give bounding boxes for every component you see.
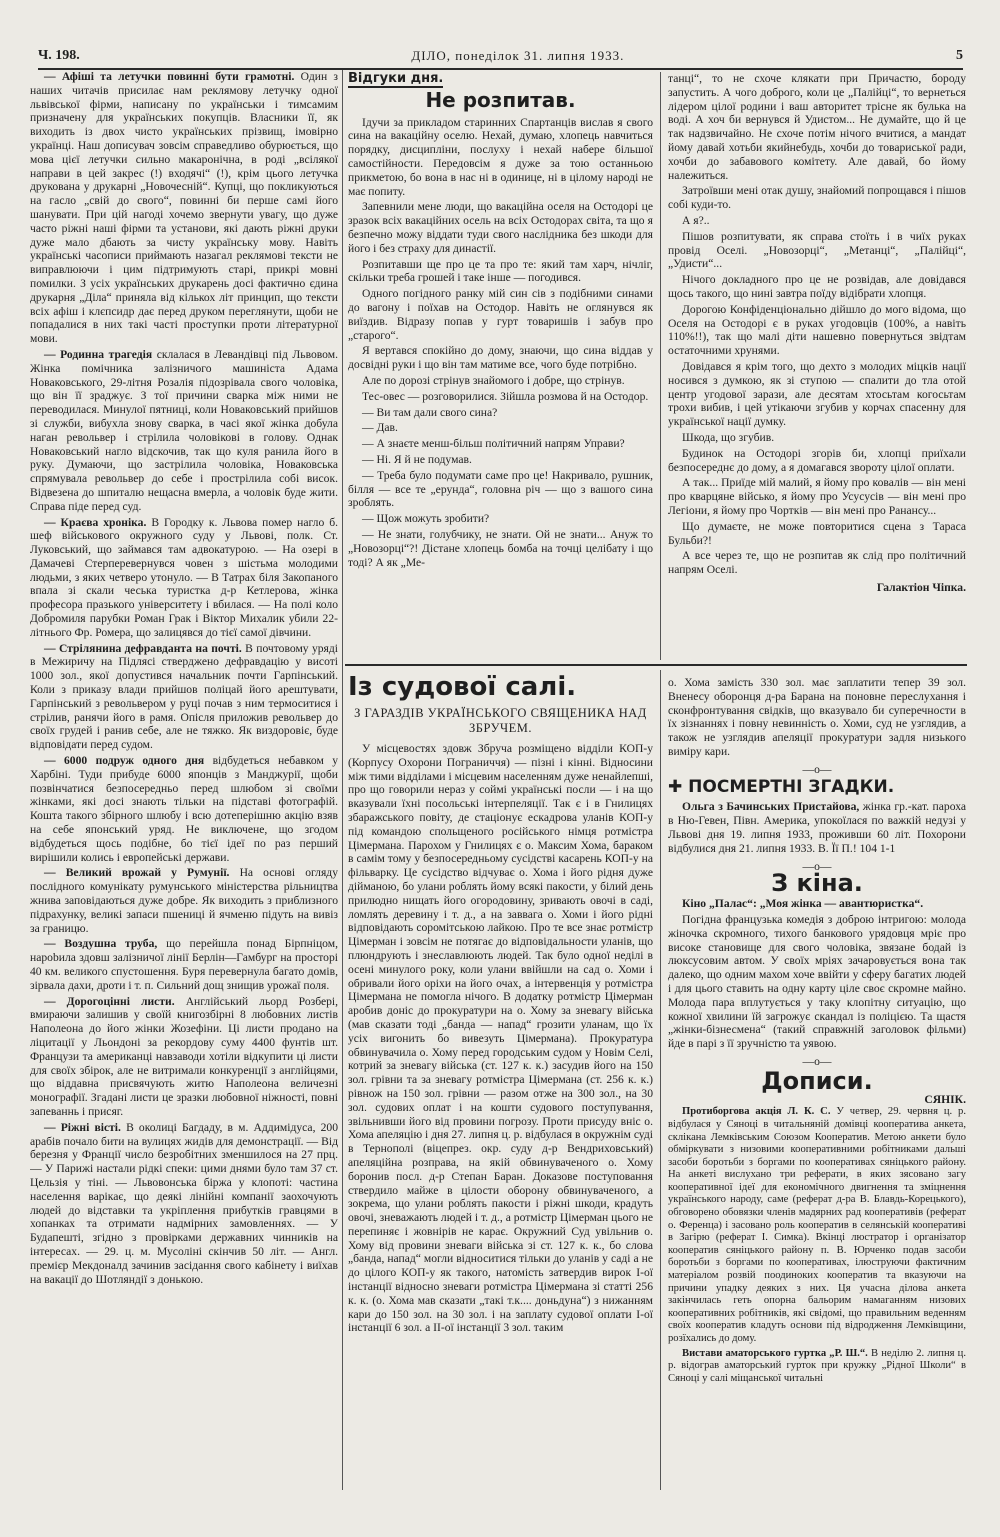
cinema-title: З кіна. bbox=[771, 869, 863, 898]
cinema-lead: Кіно „Палас“: „Моя жінка — авантюристка“. bbox=[682, 897, 924, 911]
article-tornado: — Воздушна труба, що перейшла понад Бірпніцом, нарobила здовш залізничої лінії Берлін—Гамбург на просторі 40 км. великого спустошення. Буря перевернула багато домів, зірвала дахи, дроти і т. п. Сильний дощ знищив урожаї поля. bbox=[30, 937, 338, 992]
column-divider bbox=[342, 70, 343, 1490]
feedback-paragraph: — А знаєте менш-більш політичний напрям Управи? bbox=[362, 437, 625, 451]
letters-title: Дописи. bbox=[761, 1066, 873, 1095]
feedback-paragraph: Розпитавши ще про це та про те: який там харч, нічліг, скільки треба грошей і таке інше — погодився. bbox=[348, 257, 653, 285]
article-letters: — Дорогоцінні листи. Англійський льорд Розбері, вмираючи залишив у своїй книгозбірні 8 любовних листів Наполеона до його жінки Жозефіни. Ці листи продано на ліцитації у Льондоні за рекордову суму 4400 фунтів шт. Французи та американці навзаводи хотіли відкупити ці листи для своїх збірок, але не витримали конкуренції з англійцями, що віддавна присвячують житю Наполеона величезні монографії. Згадані листи це зразки любовної ніжності, повні запеваннь і присяг. bbox=[30, 994, 338, 1118]
court-column bbox=[348, 670, 653, 1490]
column-divider bbox=[660, 72, 661, 660]
obituary-heading bbox=[668, 776, 966, 797]
masthead bbox=[38, 42, 963, 70]
court-subtitle: З ГАРАЗДІВ УКРАЇНСЬКОГО СВЯЩЕНИКА НАД ЗБРУЧЕМ. bbox=[354, 706, 647, 735]
court-title: Із судової салі. bbox=[348, 672, 577, 702]
left-column bbox=[30, 70, 338, 1490]
separator-ornament: —o— bbox=[802, 1054, 832, 1068]
feedback-paragraph: Шкода, що згубив. bbox=[682, 430, 775, 444]
separator-ornament: —o— bbox=[802, 762, 832, 776]
letters-text: Протиборгова акція Л. К. С. У четвер, 29. червня ц. р. відбулася у Сяноці в читальняній домівці кооператива анкета, склікана Лемківським Союзом Кооператив. Метою анкети було обміркувати з низовими кооперативними робітниками дальші засоби боротьби з боргами по кооперативах сяніцького району. На анкеті вислухано три реферати, в яких зясовано загу кооперативної ідеї для економічного двигнення та зміцнення українського народу, саме (реферат д-ра В. Блавдь-Корецького), обговорено обовязки членів мадярних рад кооперативів (реферат о. Ференца) і засовано роль кооператив в селянській кооперативі в Загірю (реферат І. Симка). Вкінці люстратор і організатор кооператив сяніцького району п. В. Юрченко подав засоби боротьби з боргами по кооперативах, ілюструючи фактичним матеріалом розвій поодиноких кооператив та вказуючи на причини упадку деяких з них. Ця учасна ділова анкета закінчилась геть опорна бальорим намаганням низових кооперативних робітників, які свідомі, що правильним веденням своїх кооператив кладуть основи під відродження Лемківщини, розїхались до дому. bbox=[668, 1106, 966, 1344]
feedback-paragraph: Запевнили мене люди, що вакаційна оселя на Остодорі це зразок всіх вакаційних осель на всіх Остодорах світа, та що я безпечно можу віддати туди свого наслідника без шкоди для його і без страху для династії. bbox=[348, 200, 653, 255]
feedback-paragraph: А я?.. bbox=[682, 213, 710, 227]
issue-number: Ч. 198. bbox=[38, 48, 80, 63]
obituary-code: 104 1-1 bbox=[859, 841, 896, 855]
feedback-paragraph: — Ні. Я й не подумав. bbox=[362, 452, 472, 466]
feedback-paragraph: Я вертався спокійно до дому, знаючи, що сина віддав у досвідні руки і що він там матиме все, чого буде потрібно. bbox=[348, 344, 653, 372]
feedback-paragraph: — Щож можуть зробити? bbox=[362, 512, 490, 526]
feedback-paragraph: А все через те, що не розпитав як слід про політичний напрям Оселі. bbox=[668, 549, 966, 577]
feedback-title: Не розпитав. bbox=[425, 87, 576, 112]
letters-place: СЯНІК. bbox=[924, 1092, 966, 1106]
feedback-paragraph: Дорогою Конфіденціонально дійшло до мого відома, що Оселя на Остодорі є в руках угодовців (100%, а навіть 110%!!), так що малі діти нашевно повернуться звідтам остаточними хрунями. bbox=[668, 302, 966, 358]
feedback-continuation bbox=[668, 72, 966, 660]
feedback-paragraph: Нічого докладного про це не розвідав, але довідався щось такого, що нині завтра поїду відібрати хлопця. bbox=[668, 273, 966, 300]
feedback-paragraph: Одного погідного ранку мій син сів з подібними синами до вагону і поїхав на Остодор. Навіть не оглянувся як виїздив. Відразу попав у гурт товаришів і забув про „старого“. bbox=[348, 287, 653, 342]
feedback-paragraph: Будинок на Остодорі згорів би, хлопці приїхали безпосереднє до дому, а я домагався звороту цілої оплати. bbox=[668, 446, 966, 474]
article-romania-harvest: — Великий врожай у Румунії. На основі огляду послідного комунікату румунського міністерства рільництва жнива заповідаються дуже добре. Як виходить з приблизного підрахунку, великі запаси пшениці й ячменю підуть на вивіз за границю. bbox=[30, 866, 338, 935]
article-mass-wedding: — 6000 подруж одного дня відбудеться небавком у Харбіні. Туди прибуде 6000 японців з Манджурії, щоби позвінчатися безпосередньо перед шлюбом зі своїми жінками, які досі знають тільки на підставі фотографій. Кошта такого збірного шлюбу і всю дотеперішню акцію взяв на себе японський уряд. Не виключене, що згодом відбудеться щось подібне, бо тієї ідеї по раз перший вирішили колись і европейські держави. bbox=[30, 754, 338, 864]
feedback-paragraph: Довідався я крім того, що дехто з молодих міцків нації носився з думкою, як зі ступою — спалити до тла отой центр угодової зарази, але десятам хтосьтам когосьтам трохи вибив, і цей утікаючи згубив у корчах спасенну для української нації думку. bbox=[668, 359, 966, 429]
cross-icon: ✚ bbox=[668, 776, 683, 797]
feedback-paragraph: — Дав. bbox=[362, 421, 398, 435]
obituary-title: ПОСМЕРТНІ ЗГАДКИ. bbox=[688, 776, 895, 797]
letters-text: Вистави аматорського гуртка „Р. Ш.“. В неділю 2. липня ц. р. відограв аматорський гурток при кружку „Рідної Школи“ в Сяноці у салі міщанської читальні bbox=[668, 1347, 966, 1384]
feedback-author: Галактіон Чіпка. bbox=[876, 580, 966, 594]
feedback-column bbox=[348, 72, 653, 660]
obituary-text: Ольга з Бачинських Пристайова, жінка гр.-кат. пароха в Ню-Гевен, Півн. Америка, упокоїлася по важкій недузі у Львові дня 19. липня 1933, проживши 60 літ. Похорони відбулися дня 21. липня 1933. В. Її П.! 104 1-1 bbox=[668, 800, 966, 855]
feedback-paragraph: Але по дорозі стрінув знайомого і добре, що стрінув. bbox=[362, 373, 625, 387]
feedback-paragraph: Затроївши мені отак душу, знайомий попрощався і пішов собі куди-то. bbox=[668, 184, 966, 212]
section-divider bbox=[345, 664, 967, 666]
separator-ornament: —o— bbox=[802, 859, 832, 873]
column-divider bbox=[660, 670, 661, 1490]
feedback-paragraph: Пішов розпитувати, як справа стоїть і в чиїх руках провід Оселі. „Новозорці“, „Метанці“, „Палійці“, „Удисти“... bbox=[668, 229, 966, 271]
article-family-tragedy: — Родинна трагедія склалася в Левандівці під Львовом. Жінка помічника залізничого машиніста Адама Новаковського, 29-літня Розалія підозрівала свого чоловіка, що він її зраджує. З тої причини сварка між ними не переводилася. Минулої пятниці, коли Новаковський прийшов зі служби, вибухла знову сварка, в часі якої жінка добула наган револьвер і стрілила чоловікові в голову. Однак Новаковський нагло відскочив, так що куля ранила його в руку. Думаючи, що застрілила чоловіка, Новаковська спрямувала револьвер до себе і прострілила собі висок. Відвезена до шпиталю нещасна вмерла, а чоловік буде жити. Справа піде перед суд. bbox=[30, 347, 338, 513]
court-continuation: о. Хома замість 330 зол. має заплатити тепер 39 зол. Вненесу оборонця д-ра Барана на поновне переслухання і сконфронтування свідків, що вказувало би суперечности в їх зізнаннях і повну невинність о. Хоми, суд не узглядив, а також не узглядив апеляції прокуратури задля низького виміру кари. bbox=[668, 676, 966, 758]
feedback-paragraph: танці“, то не схоче клякати при Причастю, бороду запустить. А чого доброго, коли це „Палійці“, то вернеться лідером цілої родини і ваш авторитет трісне як булька на воді. А хоч би вернувся й Удистом... Не думайте, що й це так надзвичайно. Не схоче потім нічого вчитися, а мандат йому давай хотьби якийнебудь, хочби до товариської ради, хочби до забавового комітету. Але давай, бо йому належиться. bbox=[668, 72, 966, 182]
article-posters: — Афіші та летучки повинні бути грамотні. Один з наших читачів присилає нам реклямову летучку одної львівської фірми, написану по українськи і тимсамим призначену для українських покупців. Власники її, як виходить із двох чисто українських прізвищ, імовірно українці. Наш дописувач зовсім справедливо обурюється, що мова цієї летучки сильно макаронічна, в роді „всілякої направи в цей закрес (!) входячі“ (!), крім цього летучка друкована у друкарні „Новочесній“. Купці, що покликуються на гасло „свій до свого“, повинні би перше самі його шанувати. При цій нагоді хочемо звернути увагу, що дуже часто ріжні наші фірми та установи, які дають ріжні друки дуже мало дбають за чисту українську мову. Навіть українські часописи приймають назагал реклямові тексти не виправлюючи і цим підтримують старі, прикрі мовні помилки. З усіх українських друкарень досі фактично єдина друкарня „Діла“ приняла від кількох літ принцип, що тексти всіх афіш і клєпсидр дає перед друком переглянути, щоби не попадалися в них такі часті проступки проти літературної мови. bbox=[30, 70, 338, 346]
feedback-section-label: Відгуки дня. bbox=[348, 72, 444, 86]
feedback-paragraph: Що думаєте, не може повторитися сцена з Тараса Бульби?! bbox=[668, 519, 966, 547]
court-text: У місцевостях здовж Збруча розміщено відділи КОП-у (Корпусу Охорони Пограниччя) — пізні і кінні. Відносини між тими відділами і місцевим населенням дуже ненайлепші, про що говорили нераз у соймі українські посли — і на що вказували їхні посольські інтерпеляції. Так є і в Гнилицях збаражського повіту, де стаціонує ескадрова уланів КОП-у під командою спольщеного російського німця ротмістра Цімермана. Парохом у Гнилицях є о. Максим Хома, бараком в самім тому у безпосередньому сусідстві касарень КОП-у на фільварку. Це сусідство відчуває о. Хома і його рідня дуже дійманою, бо улани роблять йому всякі пакости, у білий день прилюдно нищать його огородовину, зривають овочі в саді, ломлять деревину і т. д., а на заввага о. Хоми і його рідні відповідають соромітською лайкою. Про те все знає ротмістр Цімерман і зовсім не потягає до відповідальности уланів, що плюндрують і знеславлюють людей. Так було одної неділі в осені минулого року, коли улани ввійшли на сад о. Хоми і обривали його оріхи на його очах, а інтервенція у ротмістра Цімермана не помогла нічого. В додатку ротмістр Цімерман аробив доніс до прокуратури на о. Хому за зневагу війська (мав сказати тоді „банда — напад“ грозити уланам, що їх усіх вигонить бо вивезуть Цімермана). Прокуратура обвинувачила о. Хому перед городським судом у Новім Селі, котрий за зневагу війська (ст. 127 к. к.) засудив його на 150 зол. грівни та за зневагу ротмістра Цімермана (ст. 256 к. к.) рівнож на 150 зол. грівни — разом отже на 300 зол., на 30 зол. судових оплат і на кошти судового поступування, звільнивши його від провини погрозу. Проти присуду вніс о. Хома апеляцію і дня 27. липня ц. р. відбулася в окружнім суді в Тернополі (віцепрез. окр. суду д-р Вендриховський) апеляційна розправа, на якій обвинуваченого о. Хому боронив посл. д-р Степан Баран. Доказове поступовання ствердило майже в цілости оборону обвинуваченого, а зокрема, що улани роблять пакости і ріжні шкоди, крадуть овочі, зневажають людей і т. д., а ротмістр Цімерман цього не перепиняє і жовнірів не карає. Окружний Суд увільнив о. Хому від провини зневаги війська зі ст. 127 к. к., бо слова „банда, напад“ могли відноситися тільки до уланів у саді а не до цілого КОП-у як такого, натомість затвердив вирок І-ої інстанції відносно зневаги ротмістра Цімермана зі статті 256 к. к. (о. Хома мав сказати „такі т.к.... доньдуна“) з нижанням кари до 150 зол. на 30 зол. і на заплату судової оплати І-ої інстанції 6 зол. а ІІ-ої інстанції 3 зол. таким bbox=[348, 742, 653, 1335]
feedback-paragraph: А так... Приїде мій малий, я йому про ковалів — він мені про кварцяне військо, я йому про Усусусів — він мені про Легіони, я йому про Чортків — він мені про Ранансу... bbox=[668, 476, 966, 517]
feedback-paragraph: — Ви там дали свого сина? bbox=[362, 405, 498, 419]
article-regional-chronicle: — Краєва хроніка. В Городку к. Львова помер нагло б. шеф військового окружного суду у Львові, полк. Ст. Луковський, що займався там адвокатурою. — На озері в Дамачеві Стерперевернувся човен з шістьма молодими людьми, з яких четверо утонуло. — В Татрах біля Закопаного впала зі скали чеська туристка д-р Кетлерова, жінка професора празького університету і вбилася. — На полі коло Добромиля парубки Роман Грак і Віктор Михалик убили 22-літнього Фр. Ромера, що залицявся до тієї самої дівчини. bbox=[30, 515, 338, 639]
article-post-shooting: — Стрілянина дефравданта на почті. В почтовому уряді в Межиричу на Підлясі стверджено дефравдацію у висоті 1000 зол., якої допустився начальник почти Гарпінський. Коли з приказу влади прийшов поліцай його арештувати, Гарпінський з револьвером у руці почав з ним термоситися і стрілив, ранячи його в рамя. Опісля приложив револьвер до своїх грудей і ранив себе, але не тяжко. Як виздоровіє, буде відповідати перед судом. bbox=[30, 641, 338, 752]
feedback-paragraph: — Не знати, голубчику, не знати. Ой не знати... Ануж то „Новозорці“?! Дістане хлопець бомба на точці целібату і що тоді? А як „Ме- bbox=[348, 527, 653, 569]
right-bottom-column bbox=[668, 676, 966, 1491]
cinema-text: Погідна французька комедія з доброю інтригою: молода жіночка скромного, тихого банкового урядовця мріє про високе становище для свого чоловіка, звязане бодай із люксусовим автом. У своїх мріях зачаровується вона так далеко, що одним махом хоче ввійти у сферу багатих людей і для цього ставить на одну карту ціле своє скромне майно. Молода пара вплутується у таку клопітну ситуацію, що кожної хвилини їй загрожує скандал із поліцією. Та щастя „жінки-бізнесмена“ (такий справжній заголовок фільми) йде в парі з її зручністю та уявою. bbox=[668, 912, 966, 1051]
article-various-news: — Ріжні вісті. В околиці Багдаду, в м. Аддимідуса, 200 арабів почало бити на вулицях жидів для демонстрації. — Від березня у Франції число безробітних зменшилося на 27 прц. — У Парижі настали рідкі спеки: цими днями було там 37 ст. Цельзія у тіні. — Львовонська біржа у клопоті: частина населення варікає, що деякі лінійні компанії заохочують людей до відставки та укріплення прибутків гравцями в хопанках та отримати надмірних замовленнях. — У Будапешті, згідно з провірками державних чинників на інтересах. — 29. ц. м. Мусоліні скінчив 50 літ. — Англ. премієр Мекдоналд зачинив засідання свого кабінету і виїхав на вакації до Шотляндії з донькою. bbox=[30, 1120, 338, 1286]
feedback-paragraph: Ідучи за прикладом старинних Спартанців вислав я свого сина на вакаційну оселю. Нехай, думаю, хлопець навчиться порядку, дисципліни, послуху і нехай набере більшої самостійности. Передовсім я дуже за тою останньою прикметою, бо вона в нас ні в одинице, ні в цілому народі не має попиту. bbox=[348, 115, 653, 198]
feedback-paragraph: Тес-овес — розговорилися. Зійшла розмова й на Остодор. bbox=[362, 389, 649, 403]
feedback-paragraph: — Треба було подумати саме про це! Накривало, рушник, білля — все те „ерунда“, головна річ — що з вашого сина зроблять. bbox=[348, 468, 653, 510]
page-number: 5 bbox=[955, 48, 963, 63]
masthead-title: ДІЛО, понеділок 31. липня 1933. bbox=[411, 48, 625, 63]
